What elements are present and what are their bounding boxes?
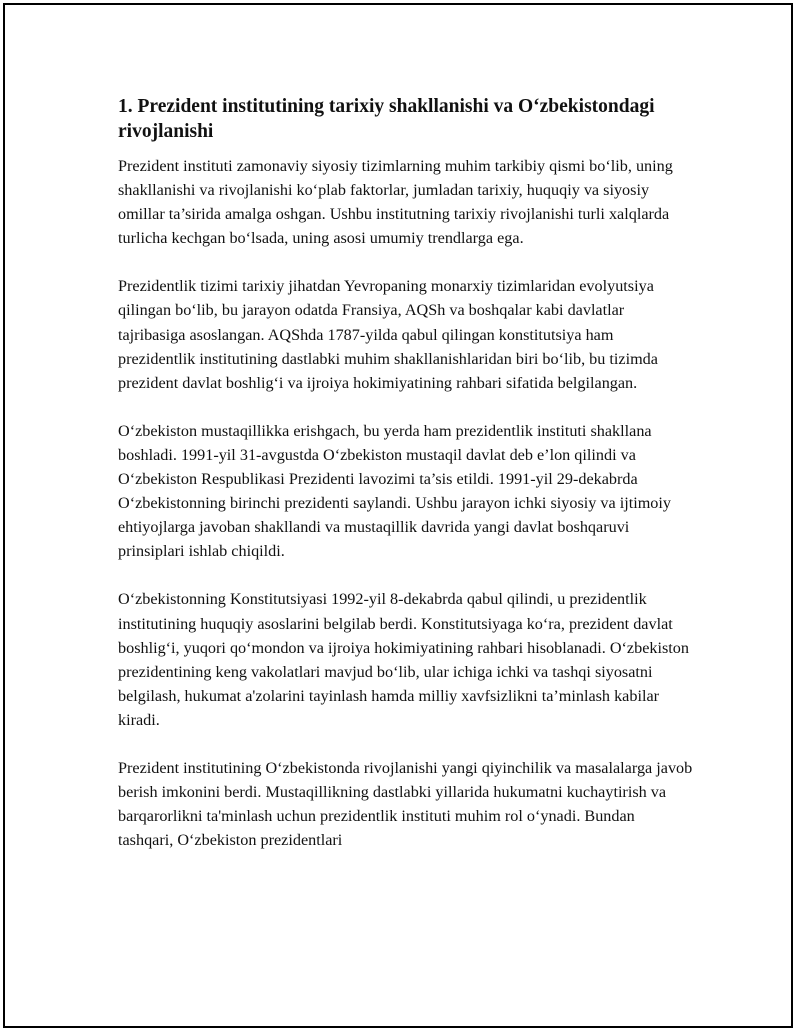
paragraph-1: Prezident instituti zamonaviy siyosiy tizimlarning muhim tarkibiy qismi bo‘lib, uning shakllanishi va rivojlanishi ko‘plab faktorlar, jumladan tarixiy, huquqiy va siyosiy omillar ta’sirida amalga oshgan. Ushbu institutning tarixiy rivojlanishi turli xalqlarda turlicha kechgan bo‘lsada, uning asosi umumiy trendlarga ega. [118, 157, 673, 248]
paragraph-4: O‘zbekistonning Konstitutsiyasi 1992-yil 8-dekabrda qabul qilindi, u prezidentlik institutining huquqiy asoslarini belgilab berdi. Konstitutsiyaga ko‘ra, prezident davlat boshlig‘i, yuqori qo‘mondon va ijroiya hokimiyatining rahbari hisoblanadi. O‘zbekiston prezidentining keng vakolatlari mavjud bo‘lib, ular ichiga ichki va tashqi siyosatni belgilash, hukumat a'zolarini tayinlash hamda milliy xavfsizlikni ta’minlash kabilar kiradi. [118, 590, 689, 729]
document-body [118, 94, 693, 876]
section-heading: 1. Prezident institutining tarixiy shakllanishi va O‘zbekistondagi rivojlanishi [118, 96, 655, 142]
paragraph-3: O‘zbekiston mustaqillikka erishgach, bu yerda ham prezidentlik instituti shakllana boshladi. 1991-yil 31-avgustda O‘zbekiston mustaqil davlat deb e’lon qilindi va O‘zbekiston Respublikasi Prezidenti lavozimi ta’sis etildi. 1991-yil 29-dekabrda O‘zbekistonning birinchi prezidenti saylandi. Ushbu jarayon ichki siyosiy va ijtimoiy ehtiyojlarga javoban shakllandi va mustaqillik davrida yangi davlat boshqaruvi prinsiplari ishlab chiqildi. [118, 421, 671, 561]
paragraph-5: Prezident institutining O‘zbekistonda rivojlanishi yangi qiyinchilik va masalalarga javob berish imkonini berdi. Mustaqillikning dastlabki yillarida hukumatni kuchaytirish va barqarorlikni ta'minlash uchun prezidentlik instituti muhim rol o‘ynadi. Bundan tashqari, O‘zbekiston prezidentlari [118, 758, 693, 850]
paragraph-2: Prezidentlik tizimi tarixiy jihatdan Yevropaning monarxiy tizimlaridan evolyutsiya qilingan bo‘lib, bu jarayon odatda Fransiya, AQSh va boshqalar kabi davlatlar tajribasiga asoslangan. AQShda 1787-yilda qabul qilingan konstitutsiya ham prezidentlik institutining dastlabki muhim shakllanishlaridan biri bo‘lib, bu tizimda prezident davlat boshlig‘i va ijroiya hokimiyatining rahbari sifatida belgilangan. [118, 277, 658, 392]
